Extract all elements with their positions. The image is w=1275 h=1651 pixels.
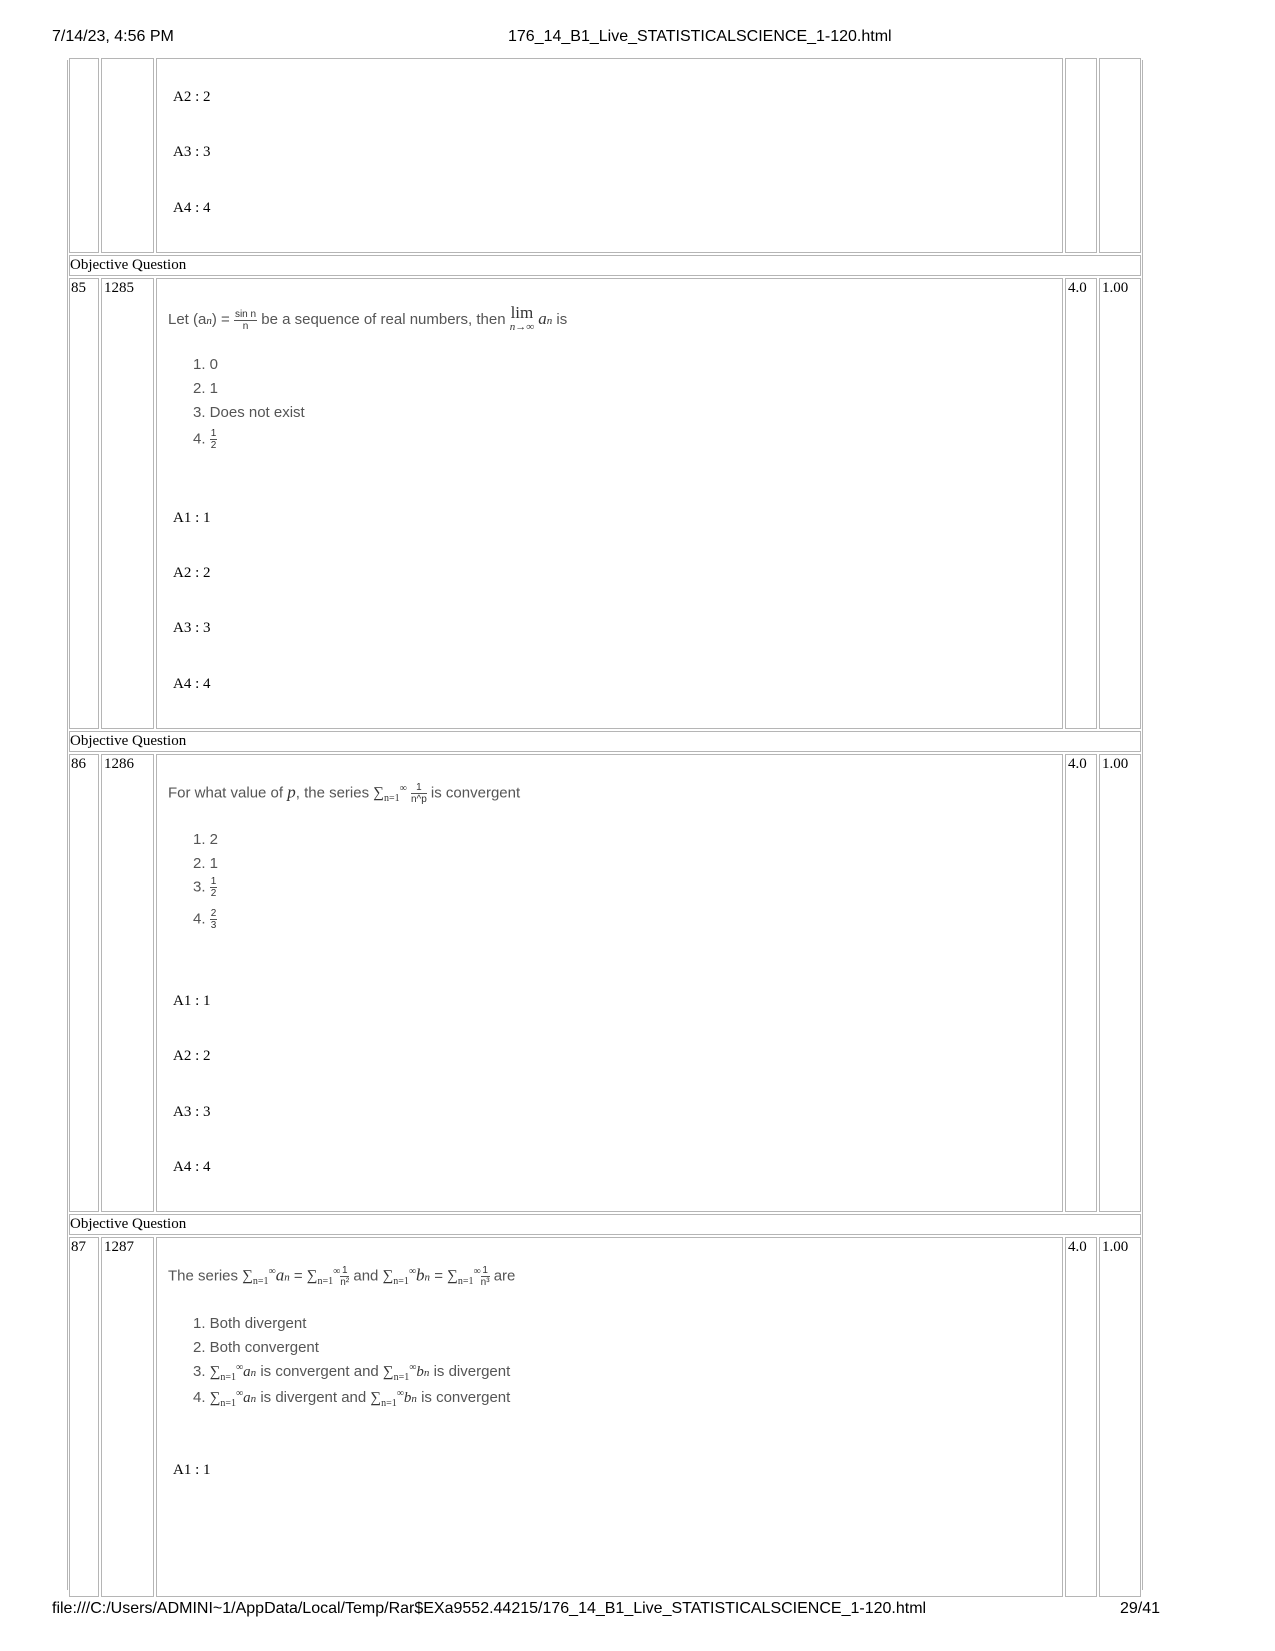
stem-var-sub: n	[284, 1271, 290, 1284]
stem-var-a: a	[275, 1265, 285, 1285]
option-4-fraction	[210, 428, 218, 451]
option-4-end: is convergent	[416, 1389, 511, 1406]
opt-sum	[382, 1362, 417, 1383]
question-marks: 4.0	[1068, 280, 1087, 296]
cell-question	[156, 278, 1063, 729]
frac-numerator: 1	[411, 782, 427, 794]
option-3	[193, 1362, 510, 1383]
option-3-label: 3.	[193, 1363, 210, 1380]
option-4-mid: is divergent and	[256, 1389, 371, 1406]
cell-negative	[1099, 754, 1141, 1212]
option-2: 2. 1	[193, 855, 219, 872]
answer-label: A4 : 4	[173, 676, 211, 692]
stem-limit	[509, 303, 535, 334]
stem-suffix: is convergent	[426, 784, 521, 802]
cell-qid	[101, 278, 154, 729]
opt-var-sub: n	[250, 1367, 257, 1379]
lim-text: lim	[510, 303, 534, 322]
cell-negative	[1099, 278, 1141, 729]
sum-upper: ∞	[399, 783, 407, 795]
sum-upper: ∞	[408, 1266, 417, 1278]
opt-sum	[209, 1388, 244, 1409]
stem-prefix: Let (a	[168, 310, 207, 328]
section-label: Objective Question	[70, 257, 187, 273]
sum-lower: n=1	[381, 1398, 397, 1409]
frac-denominator: n³	[480, 1277, 490, 1288]
sum-symbol: ∑	[370, 1390, 382, 1406]
question-stem	[168, 1265, 515, 1288]
option-4-fraction	[210, 908, 218, 931]
answer-label: A1 : 1	[173, 1462, 211, 1478]
sum-lower: n=1	[383, 793, 400, 805]
cell-marks	[1065, 58, 1097, 253]
opt-var-sub: n	[411, 1393, 417, 1405]
option-1: 1. 0	[193, 356, 219, 373]
sum-symbol: ∑	[447, 1268, 458, 1285]
question-id: 1287	[104, 1239, 134, 1255]
stem-fraction	[234, 309, 257, 332]
cell-marks	[1065, 278, 1097, 729]
sum-upper: ∞	[396, 1388, 404, 1399]
question-negative-marks: 1.00	[1102, 1239, 1129, 1255]
question-stem	[168, 303, 568, 334]
sum-symbol: ∑	[373, 785, 384, 802]
option-3-label: 3.	[193, 878, 210, 896]
stem-suffix: is	[552, 310, 568, 328]
cell-qid	[101, 58, 154, 253]
answer-label: A3 : 3	[173, 1104, 211, 1120]
option-3-end: is divergent	[429, 1363, 511, 1380]
stem-sum	[306, 1266, 341, 1288]
stem-var-sub: n	[546, 314, 553, 327]
table-border	[1142, 60, 1143, 1590]
option-4-label: 4.	[193, 910, 210, 928]
sum-symbol: ∑	[306, 1268, 318, 1285]
cell-question	[156, 58, 1063, 253]
sum-symbol: ∑	[209, 1364, 221, 1380]
opt-var-b: b	[403, 1390, 412, 1406]
stem-eq: =	[430, 1267, 448, 1285]
sum-symbol: ∑	[242, 1268, 253, 1285]
question-serial: 85	[71, 280, 86, 296]
frac-denominator: n^p	[410, 794, 427, 805]
sum-symbol: ∑	[382, 1364, 394, 1380]
cell-sno	[69, 278, 99, 729]
question-serial: 87	[71, 1239, 86, 1255]
frac-numerator: sin n	[234, 308, 257, 320]
question-stem	[168, 782, 520, 805]
sum-symbol: ∑	[209, 1390, 221, 1406]
section-row	[69, 255, 1141, 276]
sum-upper: ∞	[333, 1266, 341, 1278]
answer-label: A1 : 1	[173, 993, 211, 1009]
print-title: 176_14_B1_Live_STATISTICALSCIENCE_1-120.html	[508, 28, 892, 45]
question-id: 1286	[104, 756, 134, 772]
stem-var: p	[287, 782, 296, 802]
frac-numerator: 1	[341, 1265, 348, 1276]
sum-upper: ∞	[268, 1266, 276, 1278]
cell-qid	[101, 754, 154, 1212]
stem-and: and	[349, 1267, 383, 1285]
sum-lower: n=1	[252, 1276, 269, 1288]
frac-numerator: 1	[210, 428, 217, 439]
stem-mid: , the series	[295, 784, 374, 802]
sum-upper: ∞	[409, 1362, 417, 1373]
cell-negative	[1099, 58, 1141, 253]
sum-lower: n=1	[220, 1398, 237, 1409]
answer-label: A4 : 4	[173, 200, 211, 216]
option-2: 2. 1	[193, 380, 219, 397]
option-4	[193, 1388, 510, 1409]
opt-var-sub: n	[250, 1393, 257, 1405]
option-1: 1. 2	[193, 831, 219, 848]
answer-label: A2 : 2	[173, 1048, 211, 1064]
stem-fraction	[340, 1265, 349, 1288]
answer-label: A4 : 4	[173, 1159, 211, 1175]
stem-suffix: are	[489, 1267, 516, 1285]
stem-var: a	[538, 308, 547, 328]
frac-denominator: n²	[340, 1277, 350, 1288]
stem-prefix: The series	[168, 1267, 243, 1285]
sum-upper: ∞	[236, 1362, 244, 1373]
cell-marks	[1065, 1237, 1097, 1597]
cell-question	[156, 754, 1063, 1212]
stem-eq: =	[289, 1267, 307, 1285]
cell-negative	[1099, 1237, 1141, 1597]
opt-var-sub: n	[423, 1367, 430, 1379]
answer-label: A2 : 2	[173, 565, 211, 581]
opt-var-a: a	[243, 1364, 251, 1380]
option-4-label: 4.	[193, 430, 210, 448]
stem-mid: be a sequence of real numbers, then	[261, 310, 510, 328]
cell-sno	[69, 58, 99, 253]
sum-lower: n=1	[317, 1276, 334, 1288]
cell-question	[156, 1237, 1063, 1597]
table-border	[67, 60, 68, 1590]
answer-label: A3 : 3	[173, 620, 211, 636]
opt-var-b: b	[416, 1364, 424, 1380]
sum-upper: ∞	[473, 1266, 481, 1278]
option-3: 3. Does not exist	[193, 404, 305, 421]
option-3-fraction	[210, 876, 218, 899]
print-page-number: 29/41	[1120, 1600, 1161, 1617]
question-marks: 4.0	[1068, 1239, 1087, 1255]
frac-denominator: 2	[210, 888, 217, 899]
stem-prefix: For what value of	[168, 784, 288, 802]
sum-lower: n=1	[220, 1372, 237, 1383]
option-3	[193, 876, 217, 899]
stem-fraction	[481, 1265, 490, 1288]
cell-sno	[69, 1237, 99, 1597]
frac-denominator: 3	[210, 920, 217, 931]
cell-qid	[101, 1237, 154, 1597]
answer-label: A1 : 1	[173, 510, 211, 526]
frac-numerator: 1	[482, 1265, 488, 1276]
stem-sum	[242, 1266, 276, 1288]
question-negative-marks: 1.00	[1102, 280, 1129, 296]
question-id: 1285	[104, 280, 134, 296]
stem-var-sub: n	[424, 1271, 431, 1284]
option-3-mid: is convergent and	[256, 1363, 383, 1380]
stem-var-b: b	[416, 1265, 425, 1285]
section-row	[69, 1214, 1141, 1235]
sum-symbol: ∑	[382, 1268, 394, 1285]
section-label: Objective Question	[70, 1216, 187, 1232]
frac-numerator: 2	[210, 908, 217, 919]
option-2: 2. Both convergent	[193, 1339, 319, 1356]
answer-label: A3 : 3	[173, 144, 211, 160]
section-row	[69, 731, 1141, 752]
opt-var-a: a	[243, 1390, 251, 1406]
answer-label: A2 : 2	[173, 89, 211, 105]
opt-sum	[370, 1388, 404, 1409]
stem-eq: ) =	[211, 310, 234, 328]
question-serial: 86	[71, 756, 86, 772]
question-negative-marks: 1.00	[1102, 756, 1129, 772]
stem-sub: n	[206, 314, 212, 327]
frac-numerator: 1	[210, 876, 217, 887]
print-file-path: file:///C:/Users/ADMINI~1/AppData/Local/Temp/Rar$EXa9552.44215/176_14_B1_Live_STATISTICALSCIENCE_1-120.html	[52, 1600, 927, 1617]
sum-upper: ∞	[236, 1388, 244, 1399]
option-1: 1. Both divergent	[193, 1315, 307, 1332]
option-4	[193, 908, 217, 931]
stem-sum	[382, 1266, 417, 1288]
cell-marks	[1065, 754, 1097, 1212]
print-datetime: 7/14/23, 4:56 PM	[52, 28, 174, 45]
frac-denominator: 2	[210, 440, 217, 451]
frac-denominator: n	[242, 320, 249, 332]
sum-lower: n=1	[457, 1276, 474, 1288]
option-4	[193, 428, 217, 451]
stem-fraction	[411, 782, 427, 805]
question-marks: 4.0	[1068, 756, 1087, 772]
opt-sum	[209, 1362, 244, 1383]
sum-lower: n=1	[393, 1276, 409, 1288]
sum-lower: n=1	[393, 1372, 410, 1383]
stem-sum	[373, 783, 407, 805]
stem-sum	[447, 1266, 481, 1288]
option-4-label: 4.	[193, 1389, 210, 1406]
cell-sno	[69, 754, 99, 1212]
section-label: Objective Question	[70, 733, 187, 749]
lim-subscript: n→∞	[509, 321, 535, 333]
